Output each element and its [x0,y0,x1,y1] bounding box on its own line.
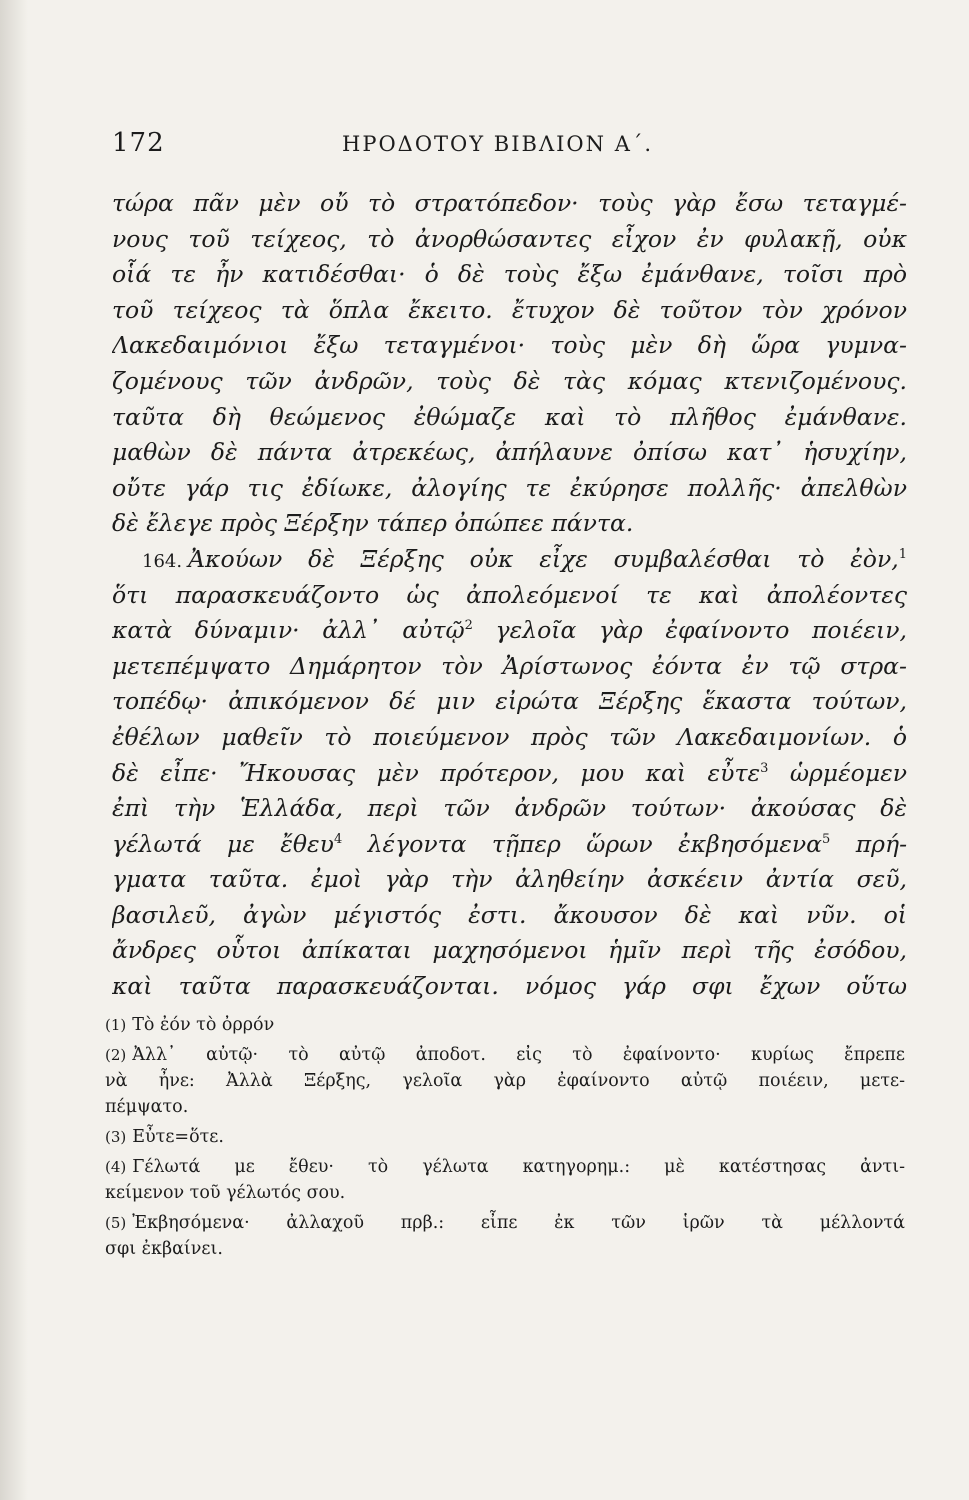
chapter-number: 164. [142,550,183,572]
text-line: ἐπὶ τὴν Ἑλλάδα, περὶ τῶν ἀνδρῶν τούτων· ἀκούσας δὲ [112,794,907,823]
text-segment: κατὰ δύναμιν· ἀλλ᾽ αὐτῷ [112,616,465,645]
text-line: οὔτε γάρ τις ἐδίωκε, ἀλογίης τε ἐκύρησε πολλῆς· ἀπελθὼν [112,473,907,502]
footnote-2-cont: νὰ ἦνε: Ἀλλὰ Ξέρξης, γελοῖα γὰρ ἐφαίνοντο αὐτῷ ποιέειν, μετε- [105,1071,905,1091]
text-line: γματα ταῦτα. ἐμοὶ γὰρ τὴν ἀληθείην ἀσκέειν ἀντία σεῦ, [112,865,907,894]
text-line: τοπέδῳ· ἀπικόμενον δέ μιν εἰρώτα Ξέρξης ἕκαστα τούτων, [112,687,907,716]
footnote-1 [105,1012,905,1038]
footnote-ref: 3 [760,760,769,776]
chapter-first-line [112,542,907,578]
footnote-3 [105,1124,905,1150]
running-title: ΗΡΟΔΟΤΟΥ ΒΙΒΛΙΟΝ Α΄. [342,132,654,156]
footnote-number: (3) [105,1128,127,1146]
text-line: ταῦτα δὴ θεώμενος ἐθώμαζε καὶ τὸ πλῆθος ἐμάνθανε. [112,402,907,431]
text-line: τώρα πᾶν μὲν οὔ τὸ στρατόπεδον· τοὺς γὰρ ἔσω τεταγμέ- [112,189,907,217]
main-text [112,186,907,1005]
text-line: μετεπέμψατο Δημάρητον τὸν Ἀρίστωνος ἐόντα ἐν τῷ στρα- [112,651,907,680]
text-segment: γέλωτά με ἔθευ [112,829,334,858]
chapter-text: Ἀκούων δὲ Ξέρξης οὐκ εἶχε συμβαλέσθαι τὸ ἐὸν, [188,544,899,573]
text-line: ἐθέλων μαθεῖν τὸ ποιεύμενον πρὸς τῶν Λακεδαιμονίων. ὁ [112,722,907,751]
footnote-ref: 2 [464,618,473,634]
footnote-2-cont: πέμψατο. [105,1097,189,1117]
text-line [112,613,907,649]
footnote-text: Ἐκβησόμενα· ἀλλαχοῦ πρβ.: εἶπε ἐκ τῶν ἱρῶν τὰ μέλλοντά [132,1213,905,1233]
text-line [112,827,907,863]
footnote-ref: 5 [822,831,831,847]
scan-shadow-edge [0,0,28,1500]
footnote-number: (1) [105,1016,127,1034]
text-segment: λέγοντα τῇπερ ὥρων ἐκβησόμενα [342,829,823,858]
text-line: Λακεδαιμόνιοι ἔξω τεταγμένοι· τοὺς μὲν δὴ ὥρα γυμνα- [112,331,907,360]
page-number: 172 [112,128,165,158]
text-line: ἄνδρες οὗτοι ἀπίκαται μαχησόμενοι ἡμῖν περὶ τῆς ἐσόδου, [112,936,907,965]
text-line: καὶ ταῦτα παρασκευάζονται. νόμος γάρ σφι ἔχων οὕτω [112,972,907,1001]
footnote-text: Ἀλλ᾽ αὐτῷ· τὸ αὐτῷ ἀποδοτ. εἰς τὸ ἐφαίνοντο· κυρίως ἔπρεπε [132,1045,905,1065]
text-segment: δὲ εἶπε· Ἤκουσας μὲν πρότερον, μου καὶ εὖτε [112,758,761,787]
footnote-ref: 1 [898,547,907,563]
footnote-text: Τὸ ἐόν τὸ ὀρρόν [132,1015,275,1035]
footnote-4-cont: κείμενον τοῦ γέλωτός σου. [105,1183,346,1203]
footnote-5-cont: σφι ἐκβαίνει. [105,1239,223,1259]
footnote-number: (4) [105,1158,127,1176]
footnote-2 [105,1042,905,1068]
text-line: ζομένους τῶν ἀνδρῶν, τοὺς δὲ τὰς κόμας κτενιζομένους. [112,366,907,395]
footnote-text: Εὖτε=ὅτε. [132,1127,224,1147]
text-line: οἷά τε ἦν κατιδέσθαι· ὁ δὲ τοὺς ἔξω ἐμάνθανε, τοῖσι πρὸ [112,260,907,289]
page-header [112,128,912,164]
text-line: νους τοῦ τείχεος, τὸ ἀνορθώσαντες εἶχον ἐν φυλακῇ, οὐκ [112,224,907,253]
footnote-number: (5) [105,1214,127,1232]
text-line: μαθὼν δὲ πάντα ἀτρεκέως, ἀπήλαυνε ὀπίσω κατ᾽ ἡσυχίην, [112,438,907,467]
text-segment: πρή- [830,829,907,858]
text-line: ὅτι παρασκευάζοντο ὡς ἀπολεόμενοί τε καὶ ἀπολέοντες [112,580,907,609]
text-line: βασιλεῦ, ἀγὼν μέγιστός ἐστι. ἄκουσον δὲ καὶ νῦν. οἱ [112,900,907,929]
text-segment: ὡρμέομεν [768,758,907,787]
footnote-text: Γέλωτά με ἔθευ· τὸ γέλωτα κατηγορημ.: μὲ κατέστησας ἀντι- [132,1157,905,1177]
footnote-5 [105,1210,905,1236]
text-line: δὲ ἔλεγε πρὸς Ξέρξην τάπερ ὀπώπεε πάντα. [112,509,634,538]
footnote-4 [105,1154,905,1180]
footnote-ref: 4 [333,831,343,847]
text-segment: γελοῖα γὰρ ἐφαίνοντο ποιέειν, [472,616,907,645]
footnote-number: (2) [105,1046,127,1064]
footnotes [105,1012,905,1262]
text-line [112,756,907,792]
text-line: τοῦ τείχεος τὰ ὅπλα ἔκειτο. ἔτυχον δὲ τοῦτον τὸν χρόνον [112,295,907,324]
